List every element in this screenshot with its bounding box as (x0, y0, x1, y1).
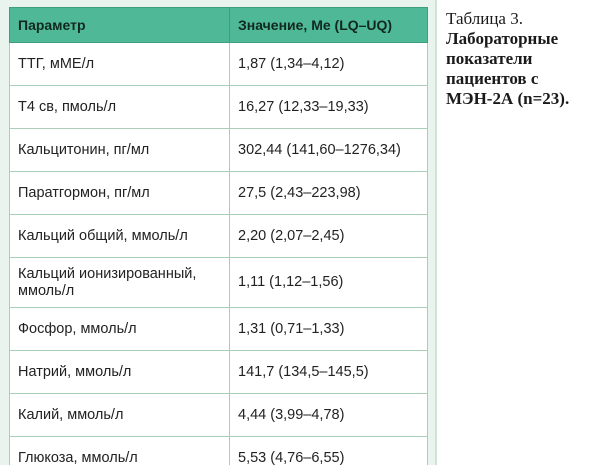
parameter-cell: Калий, ммоль/л (10, 394, 230, 437)
value-cell: 16,27 (12,33–19,33) (230, 86, 428, 129)
table-header-row (10, 8, 428, 43)
table-row (10, 43, 428, 86)
column-header-value: Значение, Me (LQ–UQ) (230, 8, 428, 43)
value-cell: 27,5 (2,43–223,98) (230, 172, 428, 215)
value-cell: 302,44 (141,60–1276,34) (230, 129, 428, 172)
value-cell: 1,31 (0,71–1,33) (230, 308, 428, 351)
value-cell: 141,7 (134,5–145,5) (230, 351, 428, 394)
lab-results-table (9, 7, 428, 465)
parameter-cell: Глюкоза, ммоль/л (10, 437, 230, 465)
table-row (10, 172, 428, 215)
table-row (10, 86, 428, 129)
parameter-cell: Кальций общий, ммоль/л (10, 215, 230, 258)
table-row (10, 394, 428, 437)
value-cell: 1,11 (1,12–1,56) (230, 258, 428, 308)
table-row (10, 215, 428, 258)
parameter-cell: Паратгормон, пг/мл (10, 172, 230, 215)
value-cell: 5,53 (4,76–6,55) (230, 437, 428, 465)
parameter-cell: Кальцитонин, пг/мл (10, 129, 230, 172)
table-title: Лабораторные показатели пациентов с МЭН-2А (n=23). (446, 29, 570, 108)
table-row (10, 258, 428, 308)
table-row (10, 351, 428, 394)
value-cell: 4,44 (3,99–4,78) (230, 394, 428, 437)
parameter-cell: Кальций ионизированный, ммоль/л (10, 258, 230, 308)
parameter-cell: Т4 св, пмоль/л (10, 86, 230, 129)
table-row (10, 308, 428, 351)
table-row (10, 129, 428, 172)
value-cell: 2,20 (2,07–2,45) (230, 215, 428, 258)
table-caption (446, 9, 596, 109)
table-row (10, 437, 428, 465)
parameter-cell: Фосфор, ммоль/л (10, 308, 230, 351)
table-number: Таблица 3. (446, 9, 523, 28)
parameter-cell: ТТГ, мМЕ/л (10, 43, 230, 86)
column-header-parameter: Параметр (10, 8, 230, 43)
parameter-cell: Натрий, ммоль/л (10, 351, 230, 394)
value-cell: 1,87 (1,34–4,12) (230, 43, 428, 86)
